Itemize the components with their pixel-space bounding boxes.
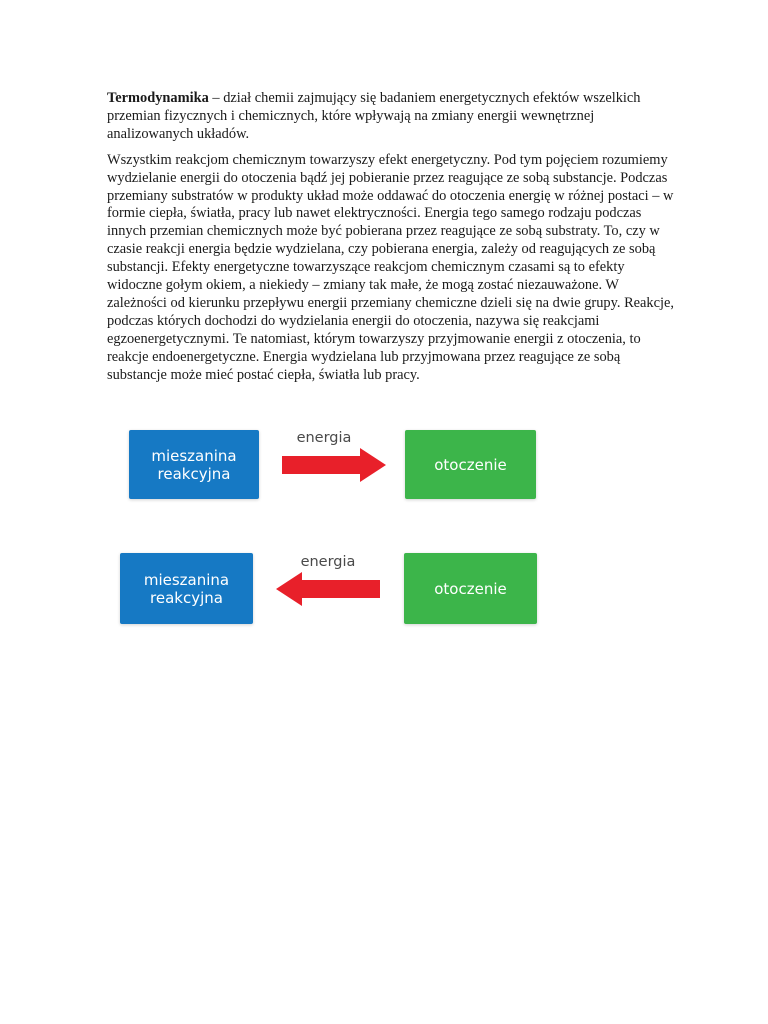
surroundings-box	[405, 430, 536, 499]
reaction-mixture-box	[129, 430, 259, 499]
term-title: Termodynamika	[107, 90, 209, 106]
body-paragraph: Wszystkim reakcjom chemicznym towarzyszy efekt energetyczny. Pod tym pojęciem rozumiemy wydzielanie energii do otoczenia bądź jej pobieranie przez reagujące ze sobą substancje. Podczas przemiany substratów w produkty układ może oddawać do otoczenia energię w różnej postaci – w formie ciepła, światła, pracy lub nawet elektryczności. Energia tego samego rodzaju podczas innych przemian chemicznych może być pobierana przez reagujące ze sobą substraty. To, czy w czasie reakcji energia będzie wydzielana, czy pobierana energia, zależy od reagujących ze sobą substancji. Efekty energetyczne towarzyszące reakcjom chemicznym czasami są to efekty widoczne gołym okiem, a niekiedy – zmiany tak małe, że mogą zostać niezauważone. W zależności od kierunku przepływu energii przemiany chemiczne dzieli się na dwie grupy. Reakcje, podczas których dochodzi do wydzielania energii do otoczenia, nazywa się reakcjami egzoenergetycznymi. Te natomiast, którym towarzyszy przyjmowanie energii z otoczenia, to reakcje endoenergetyczne. Energia wydzielana lub przyjmowana przez reagujące ze sobą substancje może mieć postać ciepła, światła lub pracy.	[107, 151, 675, 383]
right-arrow-icon	[282, 448, 386, 482]
surroundings-label: otoczenie	[434, 579, 507, 598]
reaction-mixture-label: mieszanina reakcyjna	[143, 570, 230, 607]
definition-paragraph	[107, 90, 679, 144]
surroundings-box	[404, 553, 537, 624]
energy-label: energia	[300, 554, 356, 570]
term-definition: – dział chemii zajmujący się badaniem energetycznych efektów wszelkich przemian fizycznych i chemicznych, które wpływają na zmiany energii wewnętrznej analizowanych układów.	[107, 90, 641, 142]
reaction-mixture-box	[120, 553, 253, 624]
reaction-mixture-label: mieszanina reakcyjna	[151, 446, 237, 483]
energy-label: energia	[296, 430, 352, 446]
surroundings-label: otoczenie	[434, 455, 507, 474]
left-arrow-icon	[276, 572, 380, 606]
document-body	[107, 90, 679, 393]
